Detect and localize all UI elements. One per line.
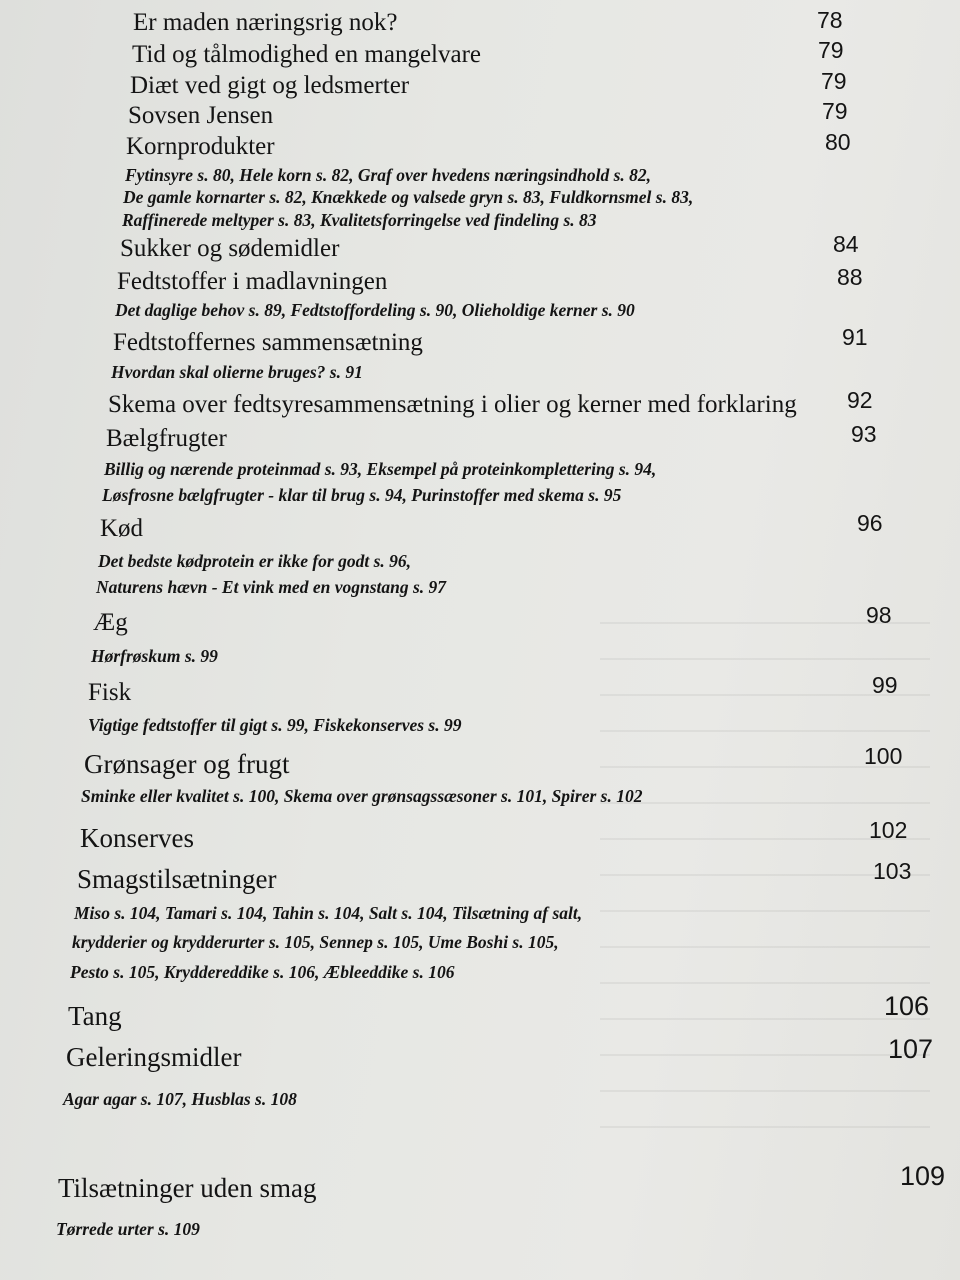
toc-subentries: De gamle kornarter s. 82, Knækkede og valsede gryn s. 83, Fuldkornsmel s. 83, xyxy=(123,187,694,207)
toc-subentries: Hørfrøskum s. 99 xyxy=(91,646,218,666)
toc-entry-title: Tid og tålmodighed en mangelvare xyxy=(132,41,482,68)
toc-subentries: Vigtige fedtstoffer til gigt s. 99, Fiskekonserves s. 99 xyxy=(88,715,462,735)
toc-entry-page: 109 xyxy=(900,1161,946,1191)
toc-entry-title: Konserves xyxy=(80,823,194,853)
toc-subentries: Raffinerede meltyper s. 83, Kvalitetsforringelse ved findeling s. 83 xyxy=(122,210,597,230)
toc-entry-page: 78 xyxy=(817,7,843,33)
toc-entry-title: Tilsætninger uden smag xyxy=(58,1173,317,1203)
toc-subentries: Fytinsyre s. 80, Hele korn s. 82, Graf over hvedens næringsindhold s. 82, xyxy=(125,165,652,185)
toc-entry-page: 88 xyxy=(837,264,863,290)
toc-entry-title: Fedtstoffer i madlavningen xyxy=(117,268,388,295)
toc-entry-title: Smagstilsætninger xyxy=(77,864,277,894)
toc-entry-title: Kød xyxy=(100,515,144,542)
toc-entry-page: 93 xyxy=(851,421,877,447)
toc-entry-page: 79 xyxy=(822,98,848,124)
toc-entry-page: 100 xyxy=(864,743,903,769)
toc-entry-page: 80 xyxy=(825,129,851,155)
toc-entry-page: 99 xyxy=(872,672,898,698)
toc-entry-page: 102 xyxy=(869,817,908,843)
toc-subentries: krydderier og krydderurter s. 105, Sennep s. 105, Ume Boshi s. 105, xyxy=(72,932,559,952)
toc-entry-title: Diæt ved gigt og ledsmerter xyxy=(130,72,410,99)
toc-entry-title: Geleringsmidler xyxy=(66,1042,242,1072)
toc-subentries: Naturens hævn - Et vink med en vognstang s. 97 xyxy=(96,577,447,597)
toc-entry-page: 79 xyxy=(818,37,844,63)
toc-entry-title: Sukker og sødemidler xyxy=(120,235,340,262)
toc-subentries: Miso s. 104, Tamari s. 104, Tahin s. 104, Salt s. 104, Tilsætning af salt, xyxy=(74,903,583,923)
toc-entry-page: 106 xyxy=(884,991,930,1021)
toc-subentries: Billig og nærende proteinmad s. 93, Eksempel på proteinkomplettering s. 94, xyxy=(104,459,657,479)
toc-subentries: Hvordan skal olierne bruges? s. 91 xyxy=(111,362,363,382)
toc-subentries: Sminke eller kvalitet s. 100, Skema over grønsagssæsoner s. 101, Spirer s. 102 xyxy=(81,786,643,806)
toc-subentries: Pesto s. 105, Kryddereddike s. 106, Æbleeddike s. 106 xyxy=(70,962,455,982)
toc-subentries: Agar agar s. 107, Husblas s. 108 xyxy=(63,1089,297,1109)
toc-entry-title: Fedtstoffernes sammensætning xyxy=(113,329,423,356)
toc-entry-page: 96 xyxy=(857,510,883,536)
toc-subentries: Det daglige behov s. 89, Fedtstoffordeling s. 90, Olieholdige kerner s. 90 xyxy=(115,300,635,320)
toc-subentries: Tørrede urter s. 109 xyxy=(56,1219,200,1239)
toc-entry-title: Kornprodukter xyxy=(126,133,275,160)
toc-entry-title: Fisk xyxy=(88,679,132,706)
toc-entry-page: 92 xyxy=(847,387,873,413)
toc-entry-title: Tang xyxy=(68,1001,122,1031)
toc-entry-page: 84 xyxy=(833,231,859,257)
toc-entry-page: 107 xyxy=(888,1034,934,1064)
toc-entry-title: Bælgfrugter xyxy=(106,425,227,452)
toc-entry-title: Skema over fedtsyresammensætning i olier og kerner med forklaring xyxy=(108,391,797,418)
toc-entry-title: Grønsager og frugt xyxy=(84,749,290,779)
toc-entry-page: 91 xyxy=(842,324,868,350)
toc-entry-page: 103 xyxy=(873,858,912,884)
toc-subentries: Løsfrosne bælgfrugter - klar til brug s. 94, Purinstoffer med skema s. 95 xyxy=(102,485,622,505)
toc-entry-title: Sovsen Jensen xyxy=(128,102,274,129)
toc-entry-page: 98 xyxy=(866,602,892,628)
toc-entry-title: Er maden næringsrig nok? xyxy=(133,9,398,36)
toc-subentries: Det bedste kødprotein er ikke for godt s. 96, xyxy=(98,551,412,571)
toc-entry-title: Æg xyxy=(93,609,128,636)
toc-entry-page: 79 xyxy=(821,68,847,94)
